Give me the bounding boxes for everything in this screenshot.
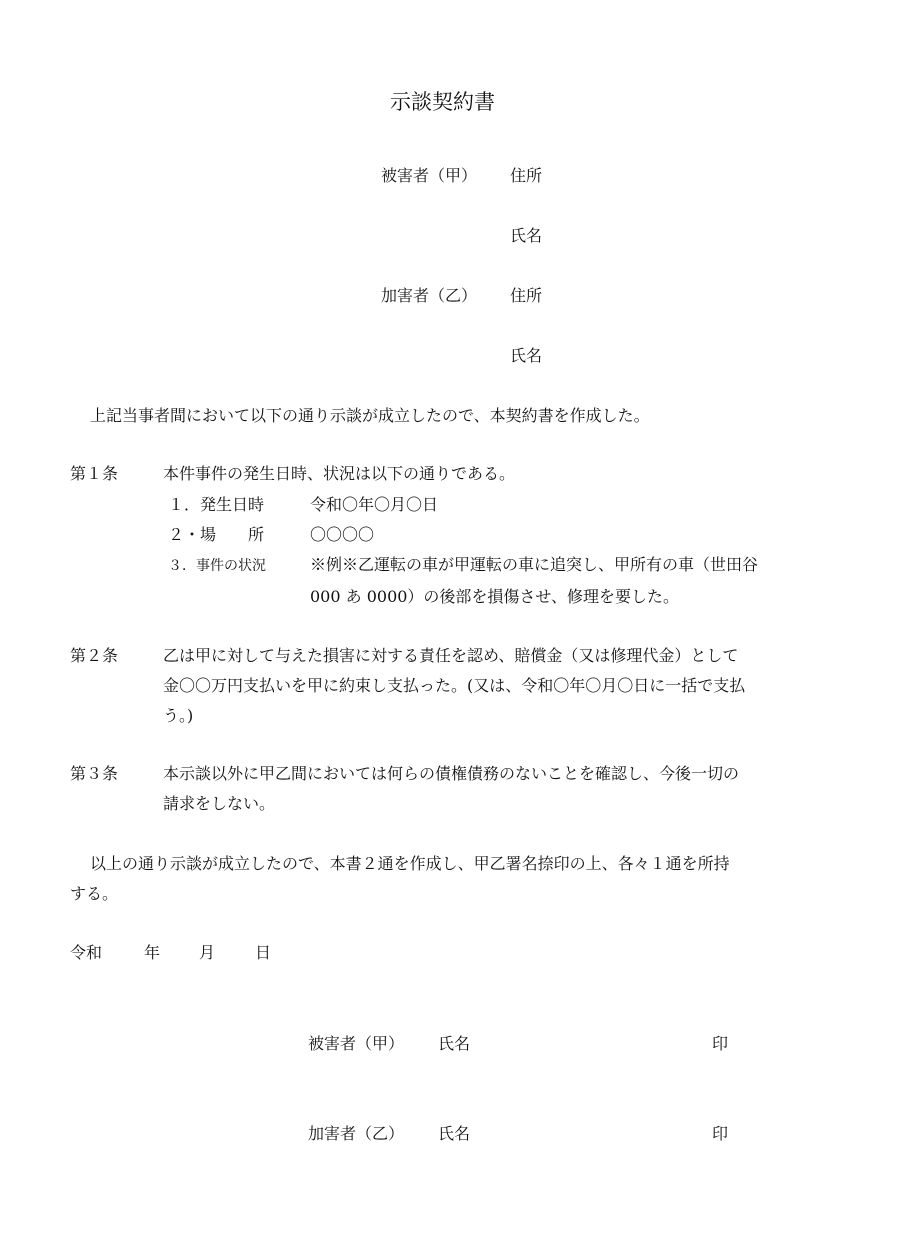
article1-item1-label: １．発生日時: [168, 495, 265, 514]
perpetrator-label: 加害者（乙）: [381, 286, 478, 305]
perpetrator-address-label: 住所: [510, 286, 543, 305]
article1-item2-value: 〇〇〇〇: [310, 525, 375, 544]
victim-address-label: 住所: [510, 166, 543, 185]
signature-victim-seal: 印: [712, 1034, 729, 1053]
perpetrator-name-label: 氏名: [510, 346, 543, 365]
article2-line3: う。): [163, 706, 194, 725]
date-era: 令和: [70, 943, 103, 962]
intro-paragraph: 上記当事者間において以下の通り示談が成立したので、本契約書を作成した。: [90, 406, 650, 425]
article3-line1: 本示談以外に甲乙間においては何らの債権債務のないことを確認し、今後一切の: [163, 764, 740, 783]
victim-label: 被害者（甲）: [381, 166, 478, 185]
article2-heading: 第２条: [70, 646, 119, 665]
article1-item3-value-line2: 000 あ 0000）の後部を損傷させ、修理を要した。: [310, 587, 679, 606]
page-title: 示談契約書: [390, 90, 495, 114]
closing-line1: 以上の通り示談が成立したので、本書２通を作成し、甲乙署名捺印の上、各々１通を所持: [90, 854, 730, 873]
signature-perpetrator-seal: 印: [712, 1124, 729, 1143]
signature-victim-name-label: 氏名: [438, 1034, 471, 1053]
article2-line1: 乙は甲に対して与えた損害に対する責任を認め、賠償金（又は修理代金）として: [163, 646, 739, 665]
signature-perpetrator-label: 加害者（乙）: [308, 1124, 405, 1143]
signature-victim-label: 被害者（甲）: [308, 1034, 405, 1053]
article1-heading: 第１条: [70, 464, 119, 483]
article1-item2-label: ２・場 所: [168, 525, 265, 544]
article3-heading: 第３条: [70, 764, 119, 783]
date-year: 年: [144, 943, 161, 962]
item3-label-text: ３．事件の状況: [168, 558, 266, 574]
article3-line2: 請求をしない。: [163, 794, 276, 813]
article1-text: 本件事件の発生日時、状況は以下の通りである。: [163, 464, 516, 483]
article1-item3-value-line1: ※例※乙運転の車が甲運転の車に追突し、甲所有の車（世田谷: [310, 555, 759, 574]
article1-item3-label: [168, 557, 266, 573]
date-month: 月: [199, 943, 216, 962]
victim-name-label: 氏名: [510, 226, 543, 245]
signature-perpetrator-name-label: 氏名: [438, 1124, 471, 1143]
article2-line2: 金〇〇万円支払いを甲に約束し支払った。(又は、令和〇年〇月〇日に一括で支払: [163, 676, 746, 695]
date-day: 日: [255, 943, 272, 962]
closing-line2: する。: [70, 884, 119, 903]
article1-item1-value: 令和〇年〇月〇日: [310, 495, 439, 514]
